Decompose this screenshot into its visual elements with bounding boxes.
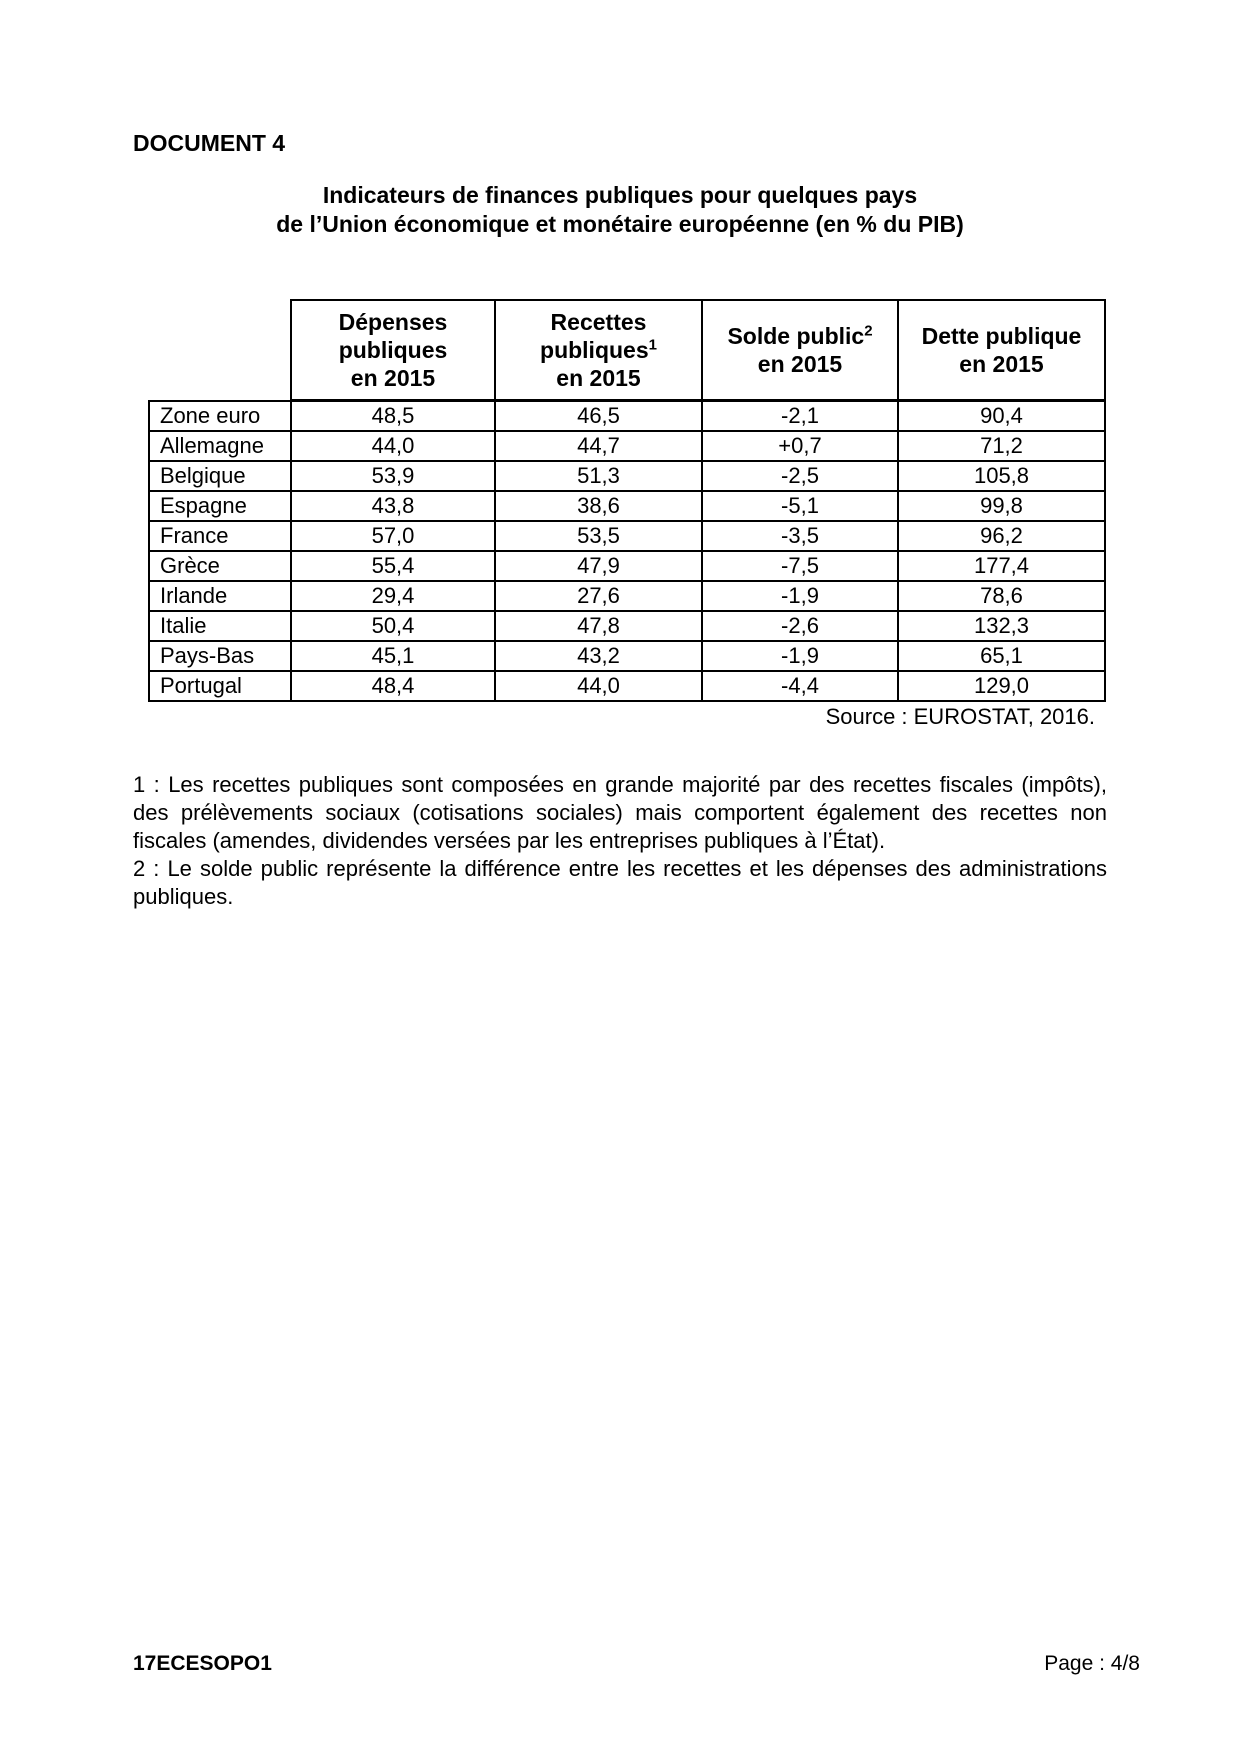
value-cell: -1,9 [702, 641, 898, 671]
value-cell: -2,5 [702, 461, 898, 491]
value-cell: 45,1 [291, 641, 495, 671]
footnote-ref-2: 2 [864, 322, 873, 340]
footnote-ref-1: 1 [648, 336, 657, 354]
title-line-1: Indicateurs de finances publiques pour quelques pays [322, 182, 918, 208]
row-label-cell: Belgique [149, 461, 291, 491]
document-title [133, 181, 1107, 239]
col-header-recettes [495, 300, 702, 401]
value-cell: 50,4 [291, 611, 495, 641]
value-cell: 47,9 [495, 551, 702, 581]
value-cell: 96,2 [898, 521, 1105, 551]
value-cell: 48,4 [291, 671, 495, 701]
col-header-solde [702, 300, 898, 401]
table-row [149, 401, 1105, 432]
value-cell: -7,5 [702, 551, 898, 581]
value-cell: -2,1 [702, 401, 898, 432]
value-cell: 71,2 [898, 431, 1105, 461]
value-cell: +0,7 [702, 431, 898, 461]
value-cell: 38,6 [495, 491, 702, 521]
value-cell: 51,3 [495, 461, 702, 491]
header-text: Solde public [727, 323, 865, 349]
table-row [149, 641, 1105, 671]
value-cell: 177,4 [898, 551, 1105, 581]
public-finance-table [148, 299, 1106, 702]
header-text: publiques [540, 337, 649, 363]
col-header-depenses [291, 300, 495, 401]
table-row [149, 581, 1105, 611]
value-cell: -4,4 [702, 671, 898, 701]
footnote-1: 1 : Les recettes publiques sont composées en grande majorité par des recettes fiscales (impôts), des prélèvements sociaux (cotisations sociales) mais comportent également des recettes non fiscales (amendes, dividendes versées par les entreprises publiques à l’État). [133, 772, 1107, 853]
value-cell: 78,6 [898, 581, 1105, 611]
value-cell: 129,0 [898, 671, 1105, 701]
value-cell: 53,9 [291, 461, 495, 491]
footer-page-number: Page : 4/8 [1044, 1652, 1140, 1675]
value-cell: 105,8 [898, 461, 1105, 491]
header-text [540, 337, 657, 363]
header-text: en 2015 [757, 351, 843, 377]
header-text: Dépenses [338, 309, 448, 335]
row-label-cell: France [149, 521, 291, 551]
table-row [149, 611, 1105, 641]
table-header-row [149, 300, 1105, 401]
value-cell: 57,0 [291, 521, 495, 551]
table-row [149, 491, 1105, 521]
row-label-cell: Zone euro [149, 401, 291, 432]
title-line-2: de l’Union économique et monétaire européenne (en % du PIB) [276, 211, 964, 237]
value-cell: 132,3 [898, 611, 1105, 641]
header-text: en 2015 [556, 365, 641, 391]
header-text: en 2015 [959, 351, 1044, 377]
source-line: Source : EUROSTAT, 2016. [825, 704, 1095, 729]
table-row [149, 671, 1105, 701]
header-text: en 2015 [350, 365, 436, 391]
value-cell: 43,2 [495, 641, 702, 671]
row-label-cell: Pays-Bas [149, 641, 291, 671]
value-cell: -1,9 [702, 581, 898, 611]
value-cell: 53,5 [495, 521, 702, 551]
value-cell: 47,8 [495, 611, 702, 641]
table-row [149, 461, 1105, 491]
row-label-cell: Allemagne [149, 431, 291, 461]
value-cell: -3,5 [702, 521, 898, 551]
corner-empty-cell [149, 300, 291, 401]
value-cell: 27,6 [495, 581, 702, 611]
document-label: DOCUMENT 4 [133, 130, 286, 156]
value-cell: -2,6 [702, 611, 898, 641]
footnotes [133, 771, 1107, 911]
header-text: Recettes [550, 309, 647, 335]
value-cell: 46,5 [495, 401, 702, 432]
value-cell: 43,8 [291, 491, 495, 521]
value-cell: 65,1 [898, 641, 1105, 671]
col-header-dette [898, 300, 1105, 401]
table-row [149, 551, 1105, 581]
table-row [149, 521, 1105, 551]
value-cell: -5,1 [702, 491, 898, 521]
row-label-cell: Portugal [149, 671, 291, 701]
value-cell: 29,4 [291, 581, 495, 611]
row-label-cell: Irlande [149, 581, 291, 611]
value-cell: 99,8 [898, 491, 1105, 521]
row-label-cell: Espagne [149, 491, 291, 521]
value-cell: 55,4 [291, 551, 495, 581]
value-cell: 44,7 [495, 431, 702, 461]
value-cell: 90,4 [898, 401, 1105, 432]
footer-reference-code: 17ECESOPO1 [133, 1652, 272, 1675]
table-row [149, 431, 1105, 461]
header-text: publiques [338, 337, 448, 363]
value-cell: 44,0 [291, 431, 495, 461]
header-text: Dette publique [921, 323, 1082, 349]
row-label-cell: Grèce [149, 551, 291, 581]
footnote-2: 2 : Le solde public représente la différence entre les recettes et les dépenses des administrations publiques. [133, 856, 1107, 909]
value-cell: 48,5 [291, 401, 495, 432]
row-label-cell: Italie [149, 611, 291, 641]
header-text [727, 323, 872, 349]
value-cell: 44,0 [495, 671, 702, 701]
